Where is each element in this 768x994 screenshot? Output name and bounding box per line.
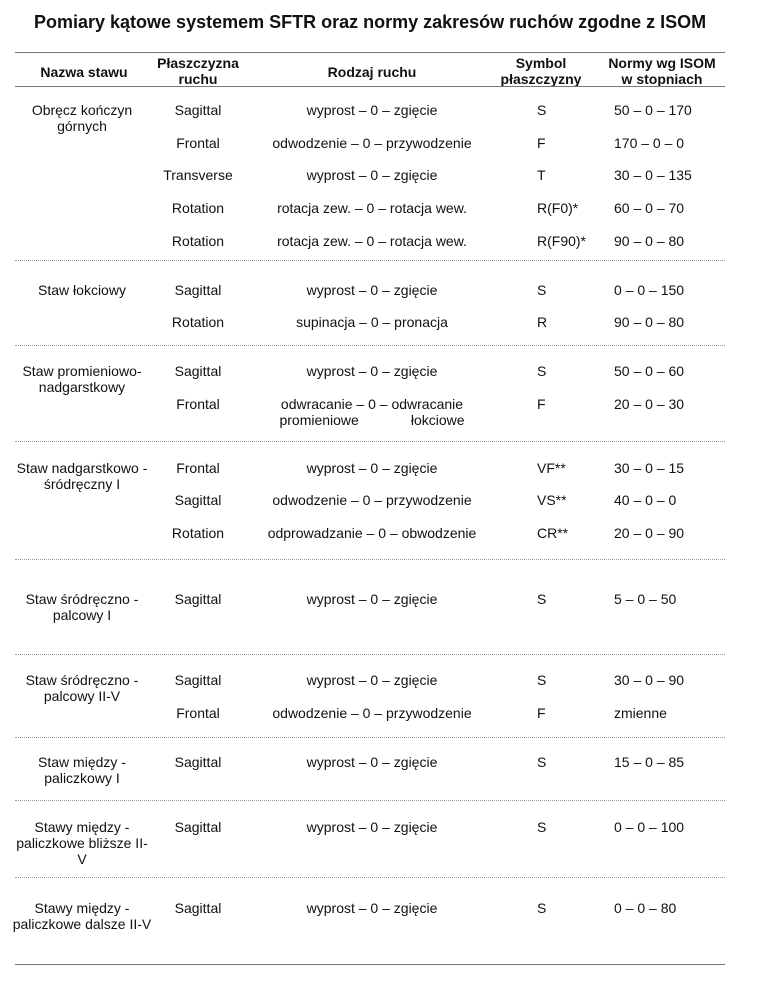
- symbol-cell: R(F90)*: [537, 233, 587, 249]
- norm-cell: zmienne: [614, 705, 667, 721]
- norm-cell: 15 – 0 – 85: [614, 754, 685, 770]
- symbol-cell: S: [537, 102, 547, 118]
- header-top-rule: [15, 52, 725, 53]
- norm-cell: 90 – 0 – 80: [614, 233, 685, 249]
- group-divider: [15, 260, 725, 261]
- plane-cell: Sagittal: [174, 672, 222, 688]
- header-norms: [608, 55, 715, 87]
- plane-cell: Rotation: [171, 525, 225, 541]
- movement-cell: odwodzenie – 0 – przywodzenie: [272, 492, 472, 508]
- plane-cell: Sagittal: [174, 591, 222, 607]
- header-symbol-line2: płaszczyzny: [500, 71, 582, 87]
- movement-cell: [279, 396, 464, 428]
- joint-name: Staw między - paliczkowy I: [38, 754, 126, 786]
- movement-cell: wyprost – 0 – zgięcie: [306, 460, 438, 476]
- header-symbol-line1: Symbol: [515, 55, 567, 71]
- group-divider: [15, 737, 725, 738]
- plane-cell: Rotation: [171, 233, 225, 249]
- movement-line2-right: łokciowe: [410, 412, 465, 428]
- movement-cell: wyprost – 0 – zgięcie: [306, 363, 438, 379]
- group-divider: [15, 559, 725, 560]
- norm-cell: 50 – 0 – 170: [614, 102, 692, 118]
- norm-cell: 90 – 0 – 80: [614, 314, 685, 330]
- plane-cell: Sagittal: [174, 754, 222, 770]
- group-divider: [15, 654, 725, 655]
- norm-cell: 40 – 0 – 0: [614, 492, 677, 508]
- movement-line2-left: promieniowe: [279, 412, 359, 428]
- symbol-cell: F: [537, 705, 546, 721]
- header-symbol: [501, 55, 582, 87]
- symbol-cell: S: [537, 819, 547, 835]
- norm-cell: 60 – 0 – 70: [614, 200, 685, 216]
- movement-cell: wyprost – 0 – zgięcie: [306, 900, 438, 916]
- header-joint: Nazwa stawu: [40, 64, 128, 80]
- header-plane-line2: ruchu: [178, 71, 218, 87]
- movement-cell: wyprost – 0 – zgięcie: [306, 591, 438, 607]
- movement-cell: odwodzenie – 0 – przywodzenie: [272, 705, 472, 721]
- movement-line1: odwracanie – 0 – odwracanie: [280, 396, 464, 412]
- group-divider: [15, 877, 725, 878]
- symbol-cell: VF**: [537, 460, 566, 476]
- joint-name: Stawy między - paliczkowe dalsze II-V: [12, 900, 152, 932]
- symbol-cell: R: [537, 314, 548, 330]
- header-movement: Rodzaj ruchu: [327, 64, 417, 80]
- symbol-cell: F: [537, 135, 546, 151]
- symbol-cell: R(F0)*: [537, 200, 579, 216]
- movement-cell: rotacja zew. – 0 – rotacja wew.: [277, 200, 467, 216]
- movement-cell: wyprost – 0 – zgięcie: [306, 672, 438, 688]
- symbol-cell: T: [537, 167, 546, 183]
- norm-cell: 30 – 0 – 15: [614, 460, 685, 476]
- symbol-cell: VS**: [537, 492, 567, 508]
- plane-cell: Sagittal: [174, 900, 222, 916]
- header-norms-line1: Normy wg ISOM: [608, 55, 716, 71]
- movement-cell: wyprost – 0 – zgięcie: [306, 754, 438, 770]
- page-title: Pomiary kątowe systemem SFTR oraz normy zakresów ruchów zgodne z ISOM: [34, 12, 707, 32]
- norm-cell: 30 – 0 – 135: [614, 167, 692, 183]
- norm-cell: 5 – 0 – 50: [614, 591, 677, 607]
- group-divider: [15, 345, 725, 346]
- plane-cell: Frontal: [176, 135, 220, 151]
- norm-cell: 0 – 0 – 150: [614, 282, 685, 298]
- plane-cell: Frontal: [176, 705, 220, 721]
- joint-name: Obręcz kończyn górnych: [31, 102, 133, 134]
- joint-name: Staw śródręczno - palcowy I: [25, 591, 139, 623]
- plane-cell: Rotation: [171, 200, 225, 216]
- movement-cell: odprowadzanie – 0 – obwodzenie: [267, 525, 477, 541]
- plane-cell: Sagittal: [174, 819, 222, 835]
- symbol-cell: S: [537, 900, 547, 916]
- plane-cell: Sagittal: [174, 282, 222, 298]
- joint-name: Staw łokciowy: [38, 282, 126, 298]
- header-bottom-rule: [15, 86, 725, 87]
- norm-cell: 30 – 0 – 90: [614, 672, 685, 688]
- norm-cell: 0 – 0 – 100: [614, 819, 685, 835]
- plane-cell: Rotation: [171, 314, 225, 330]
- plane-cell: Sagittal: [174, 363, 222, 379]
- header-plane-line1: Płaszczyzna: [157, 55, 239, 71]
- norm-cell: 20 – 0 – 90: [614, 525, 685, 541]
- plane-cell: Frontal: [176, 396, 220, 412]
- movement-cell: wyprost – 0 – zgięcie: [306, 167, 438, 183]
- symbol-cell: S: [537, 754, 547, 770]
- movement-cell: wyprost – 0 – zgięcie: [306, 282, 438, 298]
- table-bottom-rule: [15, 964, 725, 965]
- group-divider: [15, 800, 725, 801]
- symbol-cell: F: [537, 396, 546, 412]
- movement-cell: supinacja – 0 – pronacja: [296, 314, 448, 330]
- movement-cell: odwodzenie – 0 – przywodzenie: [272, 135, 472, 151]
- joint-name: Staw śródręczno - palcowy II-V: [25, 672, 139, 704]
- joint-name: Staw promieniowo-nadgarstkowy: [22, 363, 142, 395]
- plane-cell: Transverse: [163, 167, 233, 183]
- symbol-cell: S: [537, 363, 547, 379]
- symbol-cell: S: [537, 591, 547, 607]
- joint-name: Stawy między - paliczkowe bliższe II-V: [16, 819, 148, 867]
- norm-cell: 0 – 0 – 80: [614, 900, 677, 916]
- symbol-cell: S: [537, 282, 547, 298]
- plane-cell: Sagittal: [174, 102, 222, 118]
- movement-cell: wyprost – 0 – zgięcie: [306, 819, 438, 835]
- header-norms-line2: w stopniach: [621, 71, 703, 87]
- plane-cell: Sagittal: [174, 492, 222, 508]
- norm-cell: 50 – 0 – 60: [614, 363, 685, 379]
- joint-name: Staw nadgarstkowo - śródręczny I: [16, 460, 148, 492]
- group-divider: [15, 441, 725, 442]
- symbol-cell: S: [537, 672, 547, 688]
- symbol-cell: CR**: [537, 525, 569, 541]
- plane-cell: Frontal: [176, 460, 220, 476]
- norm-cell: 170 – 0 – 0: [614, 135, 685, 151]
- norm-cell: 20 – 0 – 30: [614, 396, 685, 412]
- movement-cell: rotacja zew. – 0 – rotacja wew.: [277, 233, 467, 249]
- movement-cell: wyprost – 0 – zgięcie: [306, 102, 438, 118]
- header-plane: [157, 55, 239, 87]
